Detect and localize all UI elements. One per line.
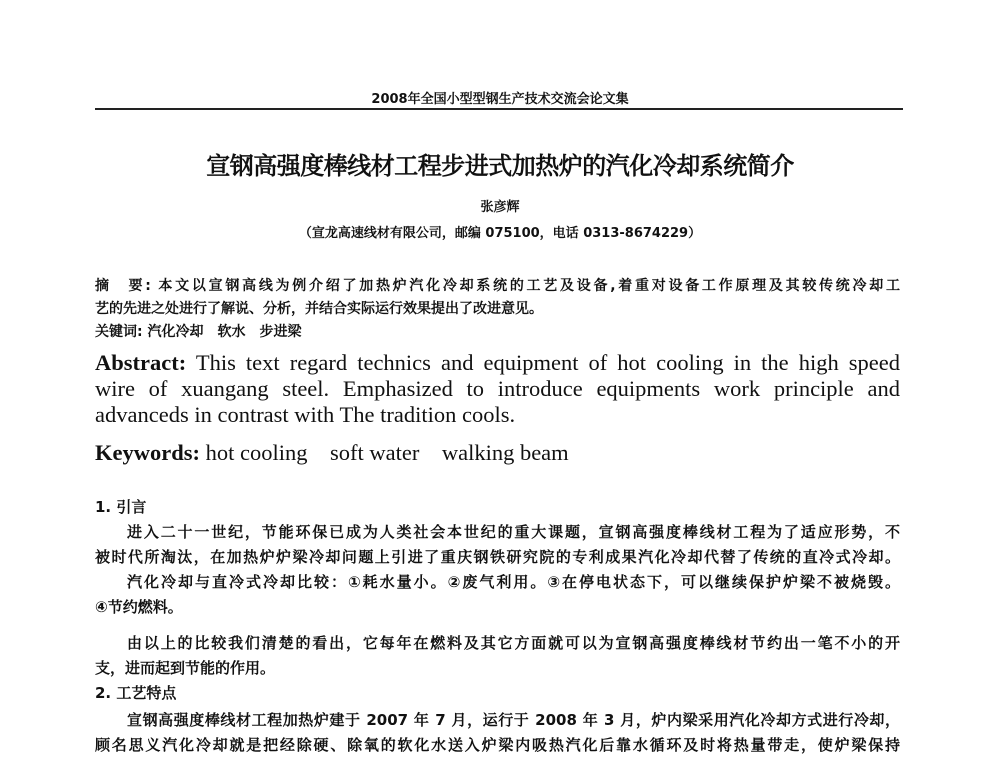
abstract-en-line: Abstract: This text regard technics and equipment of hot cooling in the high speed: [95, 350, 900, 375]
section-heading: 1. 引言: [95, 498, 147, 516]
keywords-cn: 关键词: 汽化冷却 软水 步进梁: [95, 324, 302, 340]
keywords-en: Keywords: hot cooling soft water walking beam: [95, 440, 569, 465]
paragraph-line: 宣钢高强度棒线材工程加热炉建于 2007 年 7 月，运行于 2008 年 3 月，炉内梁采用汽化冷却方式进行冷却，: [127, 711, 900, 729]
abstract-cn-line: 艺的先进之处进行了解说、分析，并结合实际运行效果提出了改进意见。: [95, 301, 543, 317]
author: 张彦辉: [480, 200, 520, 215]
keywords-en-label: Keywords:: [95, 440, 200, 465]
paragraph-line: 顾名思义汽化冷却就是把经除硬、除氧的软化水送入炉梁内吸热汽化后靠水循环及时将热量带走，使炉梁保持: [95, 736, 900, 754]
section-heading: 2. 工艺特点: [95, 684, 177, 702]
paper-title: 宣钢高强度棒线材工程步进式加热炉的汽化冷却系统简介: [206, 151, 794, 180]
paragraph-line: 汽化冷却与直冷式冷却比较：①耗水量小。②废气利用。③在停电状态下，可以继续保护炉梁不被烧毁。: [127, 573, 900, 591]
abstract-cn-label: 摘 要:: [95, 278, 151, 294]
abstract-en-label: Abstract:: [95, 350, 187, 375]
running-header: 2008年全国小型型钢生产技术交流会论文集: [371, 92, 629, 107]
paragraph-line: 进入二十一世纪，节能环保已成为人类社会本世纪的重大课题，宣钢高强度棒线材工程为了适应形势，不: [127, 523, 900, 541]
paragraph-line: 由以上的比较我们清楚的看出，它每年在燃料及其它方面就可以为宣钢高强度棒线材节约出一笔不小的开: [127, 634, 900, 652]
abstract-en-line: advanceds in contrast with The tradition cools.: [95, 402, 516, 427]
paragraph-line: ④节约燃料。: [95, 598, 183, 616]
abstract-en-line: wire of xuangang steel. Emphasized to introduce equipments work principle and: [95, 376, 900, 401]
keywords-cn-label: 关键词:: [95, 324, 143, 340]
abstract-cn-line: 摘 要: 本文以宣钢高线为例介绍了加热炉汽化冷却系统的工艺及设备,着重对设备工作原理及其较传统冷却工: [95, 278, 900, 294]
affiliation: （宣龙高速线材有限公司，邮编 075100，电话 0313-8674229）: [298, 226, 702, 241]
paragraph-line: 支，进而起到节能的作用。: [95, 659, 276, 677]
header-rule: [95, 108, 903, 110]
paragraph-line: 被时代所淘汰，在加热炉炉梁冷却问题上引进了重庆钢铁研究院的专利成果汽化冷却代替了传统的直冷式冷却。: [95, 548, 900, 566]
